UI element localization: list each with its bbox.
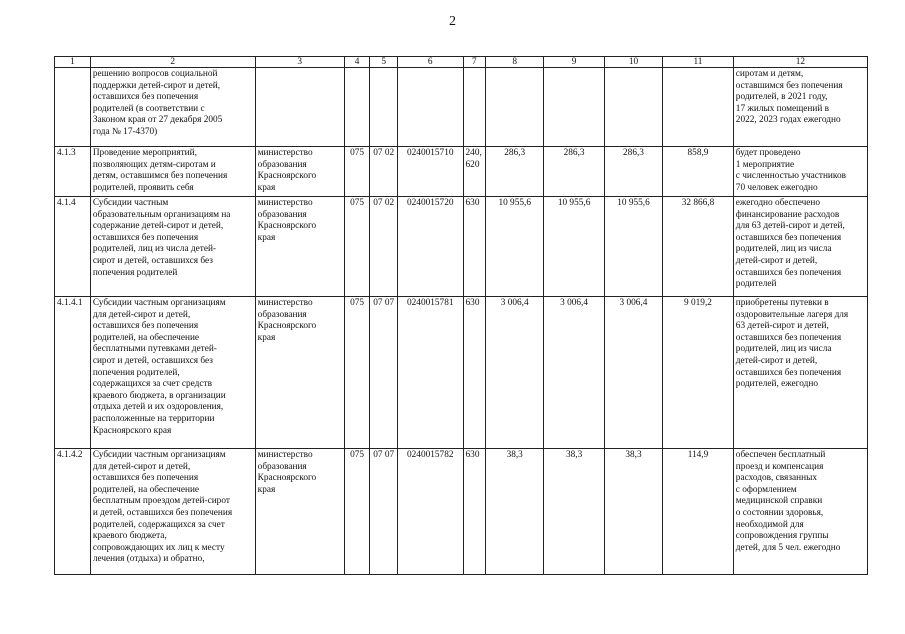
amount-total: 114,9 <box>663 449 734 575</box>
header-cell: 3 <box>255 57 344 68</box>
header-row <box>55 57 868 68</box>
responsible-body: министерство образования Красноярского края <box>255 449 344 575</box>
amount-year-1: 3 006,4 <box>486 297 544 449</box>
expense-type <box>463 68 486 147</box>
section-code <box>370 68 398 147</box>
header-cell: 4 <box>344 57 370 68</box>
table-row <box>55 197 868 297</box>
target-article: 0240015782 <box>397 449 463 575</box>
expected-result: приобретены путевки в оздоровительные лагеря для 63 детей-сирот и детей, оставшихся без попечения родителей, лиц из числа детей-сирот и детей, оставшихся без попечения родителей, ежегодно <box>733 297 867 449</box>
amount-year-2: 10 955,6 <box>544 197 604 297</box>
target-article <box>397 68 463 147</box>
item-name: Проведение мероприятий, позволяющих детям-сиротам и детям, оставшимся без попечения родителей, проявить себя <box>90 147 255 197</box>
item-name: Субсидии частным организациям для детей-сирот и детей, оставшихся без попечения родителей, на обеспечение бесплатными путевками детей- сирот и детей, оставшихся без попечения родителей, содержащихся за счет средств краевого бюджета, в организации отдыха детей и их оздоровления, расположенные на территории Красноярского края <box>90 297 255 449</box>
item-number: 4.1.3 <box>55 147 91 197</box>
amount-year-2: 38,3 <box>544 449 604 575</box>
amount-year-1: 38,3 <box>486 449 544 575</box>
item-name: Субсидии частным организациям для детей-сирот и детей, оставшихся без попечения родителей, на обеспечение бесплатным проездом детей-сирот и детей, оставшихся без попечения родителей, содержащихся за счет краевого бюджета, сопровождающих их лиц к месту лечения (отдыха) и обратно, <box>90 449 255 575</box>
expected-result: ежегодно обеспечено финансирование расходов для 63 детей-сирот и детей, оставшихся без попечения родителей, лиц из числа детей-сирот и детей, оставшихся без попечения родителей <box>733 197 867 297</box>
grbs-code: 075 <box>344 449 370 575</box>
table-row <box>55 449 868 575</box>
item-name: Субсидии частным образовательным организациям на содержание детей-сирот и детей, оставшихся без попечения родителей, лиц из числа детей- сирот и детей, оставшихся без попечения родителей <box>90 197 255 297</box>
header-cell: 6 <box>397 57 463 68</box>
expense-type: 630 <box>463 197 486 297</box>
expense-type: 630 <box>463 449 486 575</box>
header-cell: 8 <box>486 57 544 68</box>
grbs-code <box>344 68 370 147</box>
amount-year-3: 286,3 <box>604 147 662 197</box>
header-cell: 11 <box>663 57 734 68</box>
section-code: 07 02 <box>370 147 398 197</box>
item-number: 4.1.4 <box>55 197 91 297</box>
amount-total: 9 019,2 <box>663 297 734 449</box>
header-cell: 12 <box>733 57 867 68</box>
header-cell: 7 <box>463 57 486 68</box>
item-number: 4.1.4.2 <box>55 449 91 575</box>
header-cell: 5 <box>370 57 398 68</box>
expected-result: обеспечен бесплатный проезд и компенсация расходов, связанных с оформлением медицинской справки о состоянии здоровья, необходимой для сопровождения группы детей, для 5 чел. ежегодно <box>733 449 867 575</box>
amount-year-1 <box>486 68 544 147</box>
table-row <box>55 68 868 147</box>
target-article: 0240015720 <box>397 197 463 297</box>
amount-year-2: 286,3 <box>544 147 604 197</box>
responsible-body: министерство образования Красноярского края <box>255 197 344 297</box>
item-number: 4.1.4.1 <box>55 297 91 449</box>
amount-year-3: 38,3 <box>604 449 662 575</box>
table-row <box>55 297 868 449</box>
expected-result: будет проведено 1 мероприятие с численностью участников 70 человек ежегодно <box>733 147 867 197</box>
amount-total: 858,9 <box>663 147 734 197</box>
responsible-body: министерство образования Красноярского края <box>255 147 344 197</box>
responsible-body <box>255 68 344 147</box>
table-row <box>55 147 868 197</box>
section-code: 07 02 <box>370 197 398 297</box>
responsible-body: министерство образования Красноярского края <box>255 297 344 449</box>
section-code: 07 07 <box>370 449 398 575</box>
target-article: 0240015710 <box>397 147 463 197</box>
item-number <box>55 68 91 147</box>
amount-year-3 <box>604 68 662 147</box>
header-cell: 1 <box>55 57 91 68</box>
expense-type: 630 <box>463 297 486 449</box>
grbs-code: 075 <box>344 197 370 297</box>
amount-year-1: 286,3 <box>486 147 544 197</box>
target-article: 0240015781 <box>397 297 463 449</box>
header-cell: 10 <box>604 57 662 68</box>
expense-type: 240, 620 <box>463 147 486 197</box>
header-cell: 2 <box>90 57 255 68</box>
amount-year-2 <box>544 68 604 147</box>
amount-year-3: 3 006,4 <box>604 297 662 449</box>
amount-year-3: 10 955,6 <box>604 197 662 297</box>
header-cell: 9 <box>544 57 604 68</box>
grbs-code: 075 <box>344 297 370 449</box>
program-table <box>54 56 868 575</box>
amount-year-2: 3 006,4 <box>544 297 604 449</box>
section-code: 07 07 <box>370 297 398 449</box>
amount-total <box>663 68 734 147</box>
grbs-code: 075 <box>344 147 370 197</box>
expected-result: сиротам и детям, оставшимся без попечения родителей, в 2021 году, 17 жилых помещений в 2022, 2023 годах ежегодно <box>733 68 867 147</box>
amount-total: 32 866,8 <box>663 197 734 297</box>
amount-year-1: 10 955,6 <box>486 197 544 297</box>
page-number: 2 <box>449 14 456 29</box>
item-name: решению вопросов социальной поддержки детей-сирот и детей, оставшихся без попечения родителей (в соответствии с Законом края от 27 декабря 2005 года № 17-4370) <box>90 68 255 147</box>
